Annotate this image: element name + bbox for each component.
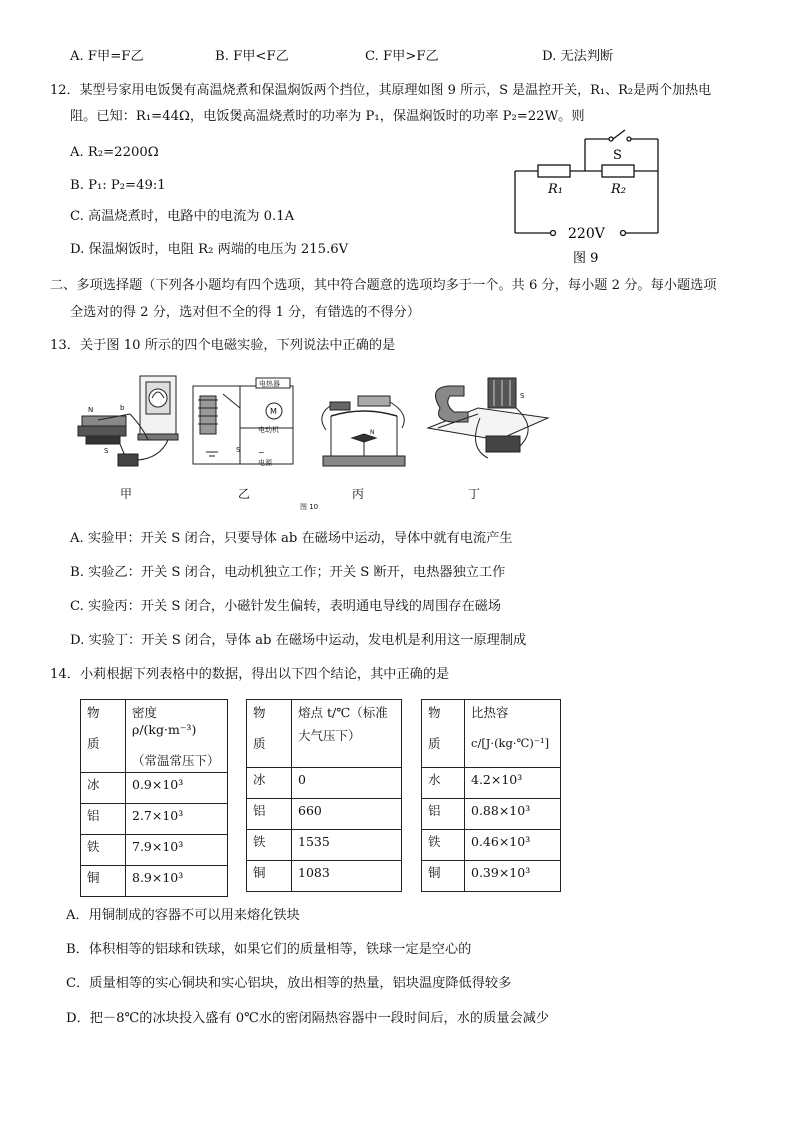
resistor-r1 [538, 165, 570, 177]
panel-label-ding: 丁 [468, 487, 481, 501]
svg-text:S: S [236, 446, 241, 454]
header-text: 物 [428, 705, 441, 720]
panel-yi [193, 378, 293, 464]
header-text: 质 [428, 736, 441, 751]
table-cell: 1535 [292, 830, 402, 861]
figure-9-circuit [505, 125, 675, 270]
specific-heat-table [421, 699, 561, 892]
table-row [247, 799, 402, 830]
table-row [247, 830, 402, 861]
table-cell: 铁 [422, 830, 465, 861]
svg-text:b: b [120, 404, 125, 412]
table-cell: 铝 [247, 799, 292, 830]
table-row [81, 835, 228, 866]
table-row [81, 773, 228, 804]
heat-header-value [465, 700, 561, 768]
header-text: 质 [253, 736, 266, 751]
table-cell: 冰 [247, 768, 292, 799]
table-cell: 水 [422, 768, 465, 799]
q11-option-b: B. F甲<F乙 [215, 49, 289, 64]
density-header-substance [81, 700, 126, 773]
svg-text:M: M [270, 407, 277, 416]
q14-option-b: B．体积相等的铝球和铁球，如果它们的质量相等，铁球一定是空心的 [66, 942, 472, 957]
yi-label-motor: 电动机 [258, 426, 279, 434]
table-row [422, 768, 561, 799]
table-cell: 0.39×10³ [465, 861, 561, 892]
melting-header-substance [247, 700, 292, 768]
q13-option-c: C. 实验丙：开关 S 闭合，小磁针发生偏转，表明通电导线的周围存在磁场 [70, 599, 502, 614]
panel-label-bing: 丙 [352, 487, 365, 501]
q14-stem: 14．小莉根据下列表格中的数据，得出以下四个结论，其中正确的是 [50, 667, 450, 682]
table-cell: 铜 [422, 861, 465, 892]
heat-header-substance [422, 700, 465, 768]
q12-option-a: A. R₂=2200Ω [70, 145, 159, 160]
q12-stem-line1: 12．某型号家用电饭煲有高温烧煮和保温焖饭两个挡位，其原理如图 9 所示，S 是温控开关，R₁、R₂是两个加热电 [50, 83, 712, 98]
table-row [81, 804, 228, 835]
table-row [247, 861, 402, 892]
table-cell: 冰 [81, 773, 126, 804]
figure-10-experiments [68, 368, 568, 518]
table-row [247, 768, 402, 799]
header-text: 比热容 [471, 705, 509, 720]
r2-label: R₂ [611, 182, 626, 197]
table-cell: 2.7×10³ [126, 804, 228, 835]
header-text: 质 [87, 736, 100, 751]
table-cell: 0.88×10³ [465, 799, 561, 830]
q11-option-d: D. 无法判断 [542, 49, 614, 64]
table-cell: 铝 [81, 804, 126, 835]
panel-ding [428, 378, 548, 458]
q14-option-d: D．把－8℃的冰块投入盛有 0℃水的密闭隔热容器中一段时间后，水的质量会减少 [66, 1011, 550, 1026]
q11-option-c: C. F甲>F乙 [365, 49, 439, 64]
panel-jia [78, 376, 178, 466]
q14-option-a: A．用铜制成的容器不可以用来熔化铁块 [66, 908, 300, 923]
table-cell: 1083 [292, 861, 402, 892]
switch-s [613, 130, 625, 139]
table-cell: 0.9×10³ [126, 773, 228, 804]
resistor-r2 [602, 165, 634, 177]
table-row [422, 861, 561, 892]
q12-option-c: C. 高温烧煮时，电路中的电流为 0.1A [70, 209, 295, 224]
r1-label: R₁ [548, 182, 563, 197]
q14-option-c: C．质量相等的实心铜块和实心铝块，放出相等的热量，铝块温度降低得较多 [66, 976, 512, 991]
panel-label-jia: 甲 [120, 487, 133, 501]
header-text: c/[J·(kg·℃)⁻¹] [471, 736, 550, 750]
table-row [81, 866, 228, 897]
q12-stem-line2: 阻。已知：R₁=44Ω，电饭煲高温烧煮时的功率为 P₁，保温焖饭时的功率 P₂=22W。则 [70, 109, 585, 124]
q11-option-a: A. F甲=F乙 [70, 49, 144, 64]
svg-text:~: ~ [258, 448, 265, 457]
header-text: 物 [87, 705, 100, 720]
table-row [422, 830, 561, 861]
melting-point-table [246, 699, 402, 892]
svg-text:N: N [370, 429, 375, 436]
table-cell: 铜 [247, 861, 292, 892]
table-cell: 铁 [247, 830, 292, 861]
q13-stem: 13．关于图 10 所示的四个电磁实验，下列说法中正确的是 [50, 338, 396, 353]
section-2-title: 二、多项选择题（下列各小题均有四个选项，其中符合题意的选项均多于一个。共 6 分，每小题 2 分。每小题选项 [50, 278, 717, 293]
yi-label-power: 电源 [258, 459, 272, 467]
table-cell: 铝 [422, 799, 465, 830]
svg-text:S: S [520, 392, 525, 400]
svg-text:S: S [104, 447, 109, 455]
header-text: 熔点 t/℃（标准 [298, 705, 388, 720]
yi-label-heater: 电热器 [259, 380, 280, 388]
melting-header-value [292, 700, 402, 768]
switch-label: S [613, 148, 622, 163]
table-cell: 8.9×10³ [126, 866, 228, 897]
svg-text:N: N [88, 406, 94, 414]
q13-option-d: D. 实验丁：开关 S 闭合，导体 ab 在磁场中运动，发电机是利用这一原理制成 [70, 633, 527, 648]
table-cell: 0.46×10³ [465, 830, 561, 861]
q13-option-b: B. 实验乙：开关 S 闭合，电动机独立工作；开关 S 断开，电热器独立工作 [70, 565, 506, 580]
q12-option-d: D. 保温焖饭时，电阻 R₂ 两端的电压为 215.6V [70, 242, 349, 257]
q12-option-b: B. P₁: P₂=49:1 [70, 178, 166, 193]
panel-bing [322, 396, 405, 466]
header-text: （常温常压下） [132, 753, 220, 768]
table-cell: 4.2×10³ [465, 768, 561, 799]
header-text: 密度ρ/(kg·m⁻³) [132, 705, 197, 737]
voltage-label: 220V [568, 226, 605, 242]
q13-option-a: A. 实验甲：开关 S 闭合，只要导体 ab 在磁场中运动，导体中就有电流产生 [70, 531, 513, 546]
density-table [80, 699, 228, 897]
table-row [422, 799, 561, 830]
table-cell: 0 [292, 768, 402, 799]
panel-label-yi: 乙 [238, 487, 251, 501]
table-cell: 660 [292, 799, 402, 830]
section-2-note: 全选对的得 2 分，选对但不全的得 1 分，有错选的不得分） [70, 305, 421, 320]
figure-10-caption: 图 10 [300, 503, 319, 511]
density-header-value [126, 700, 228, 773]
table-cell: 铁 [81, 835, 126, 866]
header-text: 物 [253, 705, 266, 720]
header-text: 大气压下） [298, 728, 361, 743]
figure-9-caption: 图 9 [573, 251, 599, 266]
table-cell: 铜 [81, 866, 126, 897]
table-cell: 7.9×10³ [126, 835, 228, 866]
